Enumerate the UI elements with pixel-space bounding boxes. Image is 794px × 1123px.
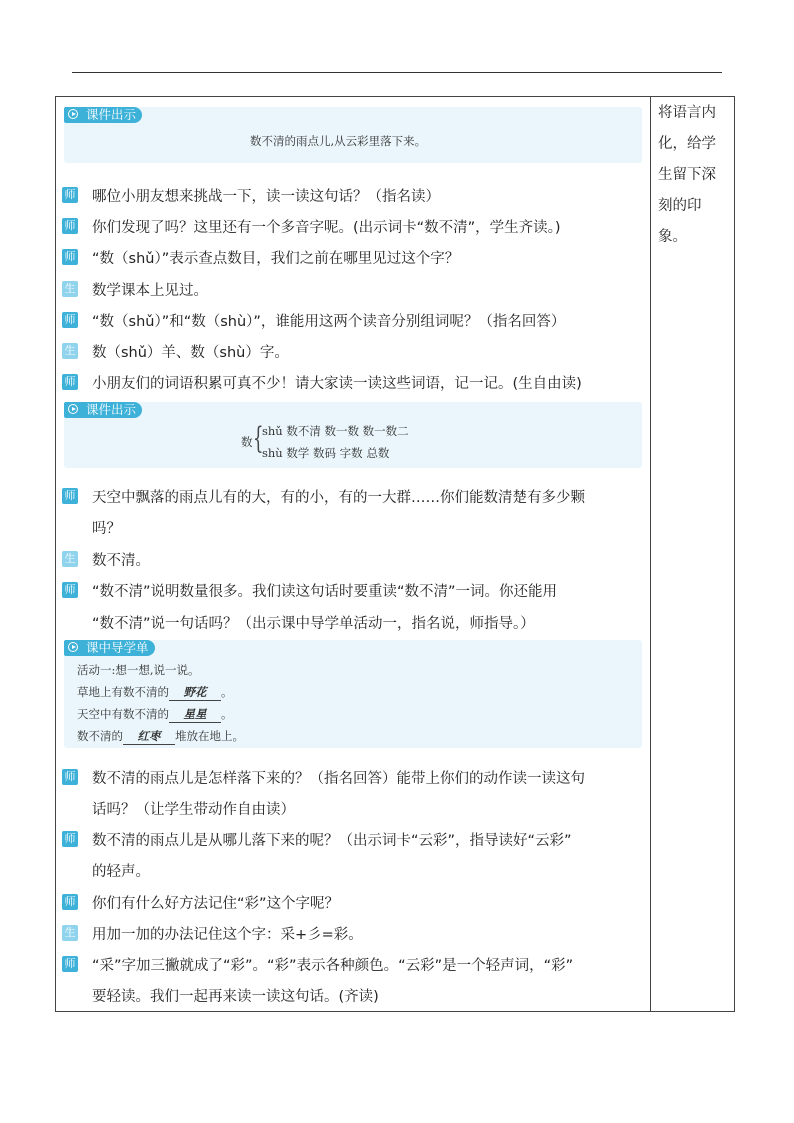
courseware-box-2 [64, 402, 642, 468]
handwritten-answer: 野花 [169, 684, 221, 701]
side-note: 将语言内化，给学生留下深刻的印象。 [658, 105, 716, 245]
activity-title: 活动一:想一想,说一说。 [77, 663, 200, 677]
courseware-box-1 [64, 107, 642, 163]
play-icon [68, 109, 78, 119]
box-head-char: 数 [241, 435, 253, 449]
teacher-badge: 师 [62, 831, 78, 847]
student-badge: 生 [62, 343, 78, 359]
teacher-badge: 师 [62, 769, 78, 785]
teacher-badge: 师 [62, 956, 78, 972]
header-rule [72, 72, 722, 73]
teacher-badge: 师 [62, 488, 78, 504]
teacher-badge: 师 [62, 894, 78, 910]
teacher-badge: 师 [62, 312, 78, 328]
teacher-badge: 师 [62, 249, 78, 265]
teacher-badge: 师 [62, 582, 78, 598]
play-icon [68, 642, 78, 652]
student-badge: 生 [62, 925, 78, 941]
fill-line-3: 数不清的 红枣 堆放在地上。 [77, 729, 244, 743]
box-label: 课中导学单 [64, 640, 155, 656]
play-icon [68, 404, 78, 414]
handwritten-answer: 星星 [169, 706, 221, 723]
student-badge: 生 [62, 551, 78, 567]
box-label: 课件出示 [64, 107, 142, 123]
box-sentence: 数不清的雨点儿,从云彩里落下来。 [250, 134, 427, 148]
teacher-badge: 师 [62, 374, 78, 390]
fill-line-1: 草地上有数不清的 野花 。 [77, 685, 233, 699]
brace-symbol: { [253, 421, 264, 456]
handwritten-answer: 红枣 [123, 728, 175, 745]
box-line-shu4: shù 数学 数码 字数 总数 [262, 446, 390, 460]
fill-line-2: 天空中有数不清的 星星 。 [77, 707, 233, 721]
column-divider [650, 96, 651, 1012]
teacher-badge: 师 [62, 218, 78, 234]
box-line-shu3: shǔ 数不清 数一数 数一数二 [262, 424, 409, 438]
teacher-badge: 师 [62, 187, 78, 203]
box-label: 课件出示 [64, 402, 142, 418]
student-badge: 生 [62, 281, 78, 297]
worksheet-box [64, 640, 642, 748]
